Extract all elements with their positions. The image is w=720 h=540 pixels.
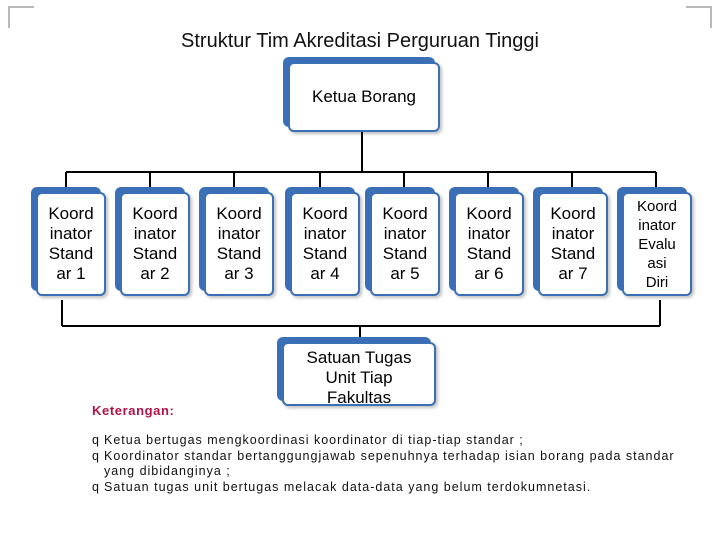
coordinator-line: Koord: [382, 204, 428, 223]
coordinator-line: Koord: [132, 204, 178, 223]
coordinator-label-evaluasi-diri: [622, 192, 692, 296]
coordinator-line: ar 2: [140, 264, 170, 283]
coordinator-label-5: [370, 192, 440, 296]
coordinator-line: Koord: [302, 204, 348, 223]
coordinator-line: inator: [467, 224, 511, 243]
bullet-icon: q: [92, 480, 100, 494]
coordinator-label-4: [290, 192, 360, 296]
coordinator-line: ar 1: [56, 264, 86, 283]
coordinator-line: Stand: [466, 244, 512, 263]
ketua-borang-label: Ketua Borang: [288, 62, 440, 132]
coordinator-line: Stand: [48, 244, 94, 263]
coordinator-line: ar 3: [224, 264, 254, 283]
bullet-icon: q: [92, 449, 100, 463]
coordinator-box-6: [454, 192, 524, 296]
coordinator-box-evaluasi-diri: [622, 192, 692, 296]
coordinator-box-1: [36, 192, 106, 296]
coordinator-line: inator: [217, 224, 261, 243]
coordinator-line: ar 6: [474, 264, 504, 283]
coordinator-line: Koord: [550, 204, 596, 223]
coordinator-line: Stand: [216, 244, 262, 263]
coordinator-line: Stand: [302, 244, 348, 263]
keterangan-text: Ketua bertugas mengkoordinasi koordinator di tiap-tiap standar ;: [104, 433, 524, 447]
coordinator-line: inator: [303, 224, 347, 243]
coordinator-label-2: [120, 192, 190, 296]
keterangan-item: [92, 433, 702, 448]
coordinator-label-1: [36, 192, 106, 296]
bullet-icon: q: [92, 433, 100, 447]
coordinator-line: inator: [638, 216, 676, 234]
coordinator-line: Koord: [466, 204, 512, 223]
keterangan-list: [92, 433, 702, 496]
diagram-title: Struktur Tim Akreditasi Perguruan Tinggi: [181, 30, 539, 52]
coordinator-label-7: [538, 192, 608, 296]
coordinator-line: Stand: [550, 244, 596, 263]
coordinator-box-5: [370, 192, 440, 296]
satuan-tugas-box: [282, 342, 436, 406]
ketua-borang-box: [288, 62, 440, 132]
coordinator-line: ar 5: [390, 264, 420, 283]
keterangan-title: Keterangan:: [92, 403, 175, 418]
coordinator-line: inator: [551, 224, 595, 243]
coordinator-line: ar 4: [310, 264, 340, 283]
coordinator-line: Koord: [636, 197, 678, 215]
satuan-tugas-label: [282, 342, 436, 406]
coordinator-box-7: [538, 192, 608, 296]
coordinator-box-2: [120, 192, 190, 296]
coordinator-label-3: [204, 192, 274, 296]
keterangan-text: Satuan tugas unit bertugas melacak data-data yang belum terdokumnetasi.: [104, 480, 592, 494]
coordinator-line: inator: [49, 224, 93, 243]
coordinator-line: Koord: [48, 204, 94, 223]
keterangan-item: [92, 449, 702, 479]
coordinator-line: inator: [133, 224, 177, 243]
coordinator-label-6: [454, 192, 524, 296]
satgas-line: Fakultas: [326, 388, 392, 406]
keterangan-text: Koordinator standar bertanggungjawab sepenuhnya terhadap isian borang pada standar yang dibidanginya ;: [104, 449, 675, 478]
coordinator-line: Evalu: [638, 235, 676, 253]
coordinator-line: inator: [383, 224, 427, 243]
coordinator-line: Diri: [645, 273, 669, 291]
coordinator-line: asi: [647, 254, 667, 272]
keterangan-item: [92, 480, 702, 495]
satgas-line: Unit Tiap: [325, 368, 393, 387]
satgas-line: Satuan Tugas: [306, 348, 412, 367]
coordinator-box-3: [204, 192, 274, 296]
coordinator-box-4: [290, 192, 360, 296]
coordinator-line: Koord: [216, 204, 262, 223]
coordinator-line: Stand: [132, 244, 178, 263]
coordinator-line: ar 7: [558, 264, 588, 283]
coordinator-line: Stand: [382, 244, 428, 263]
